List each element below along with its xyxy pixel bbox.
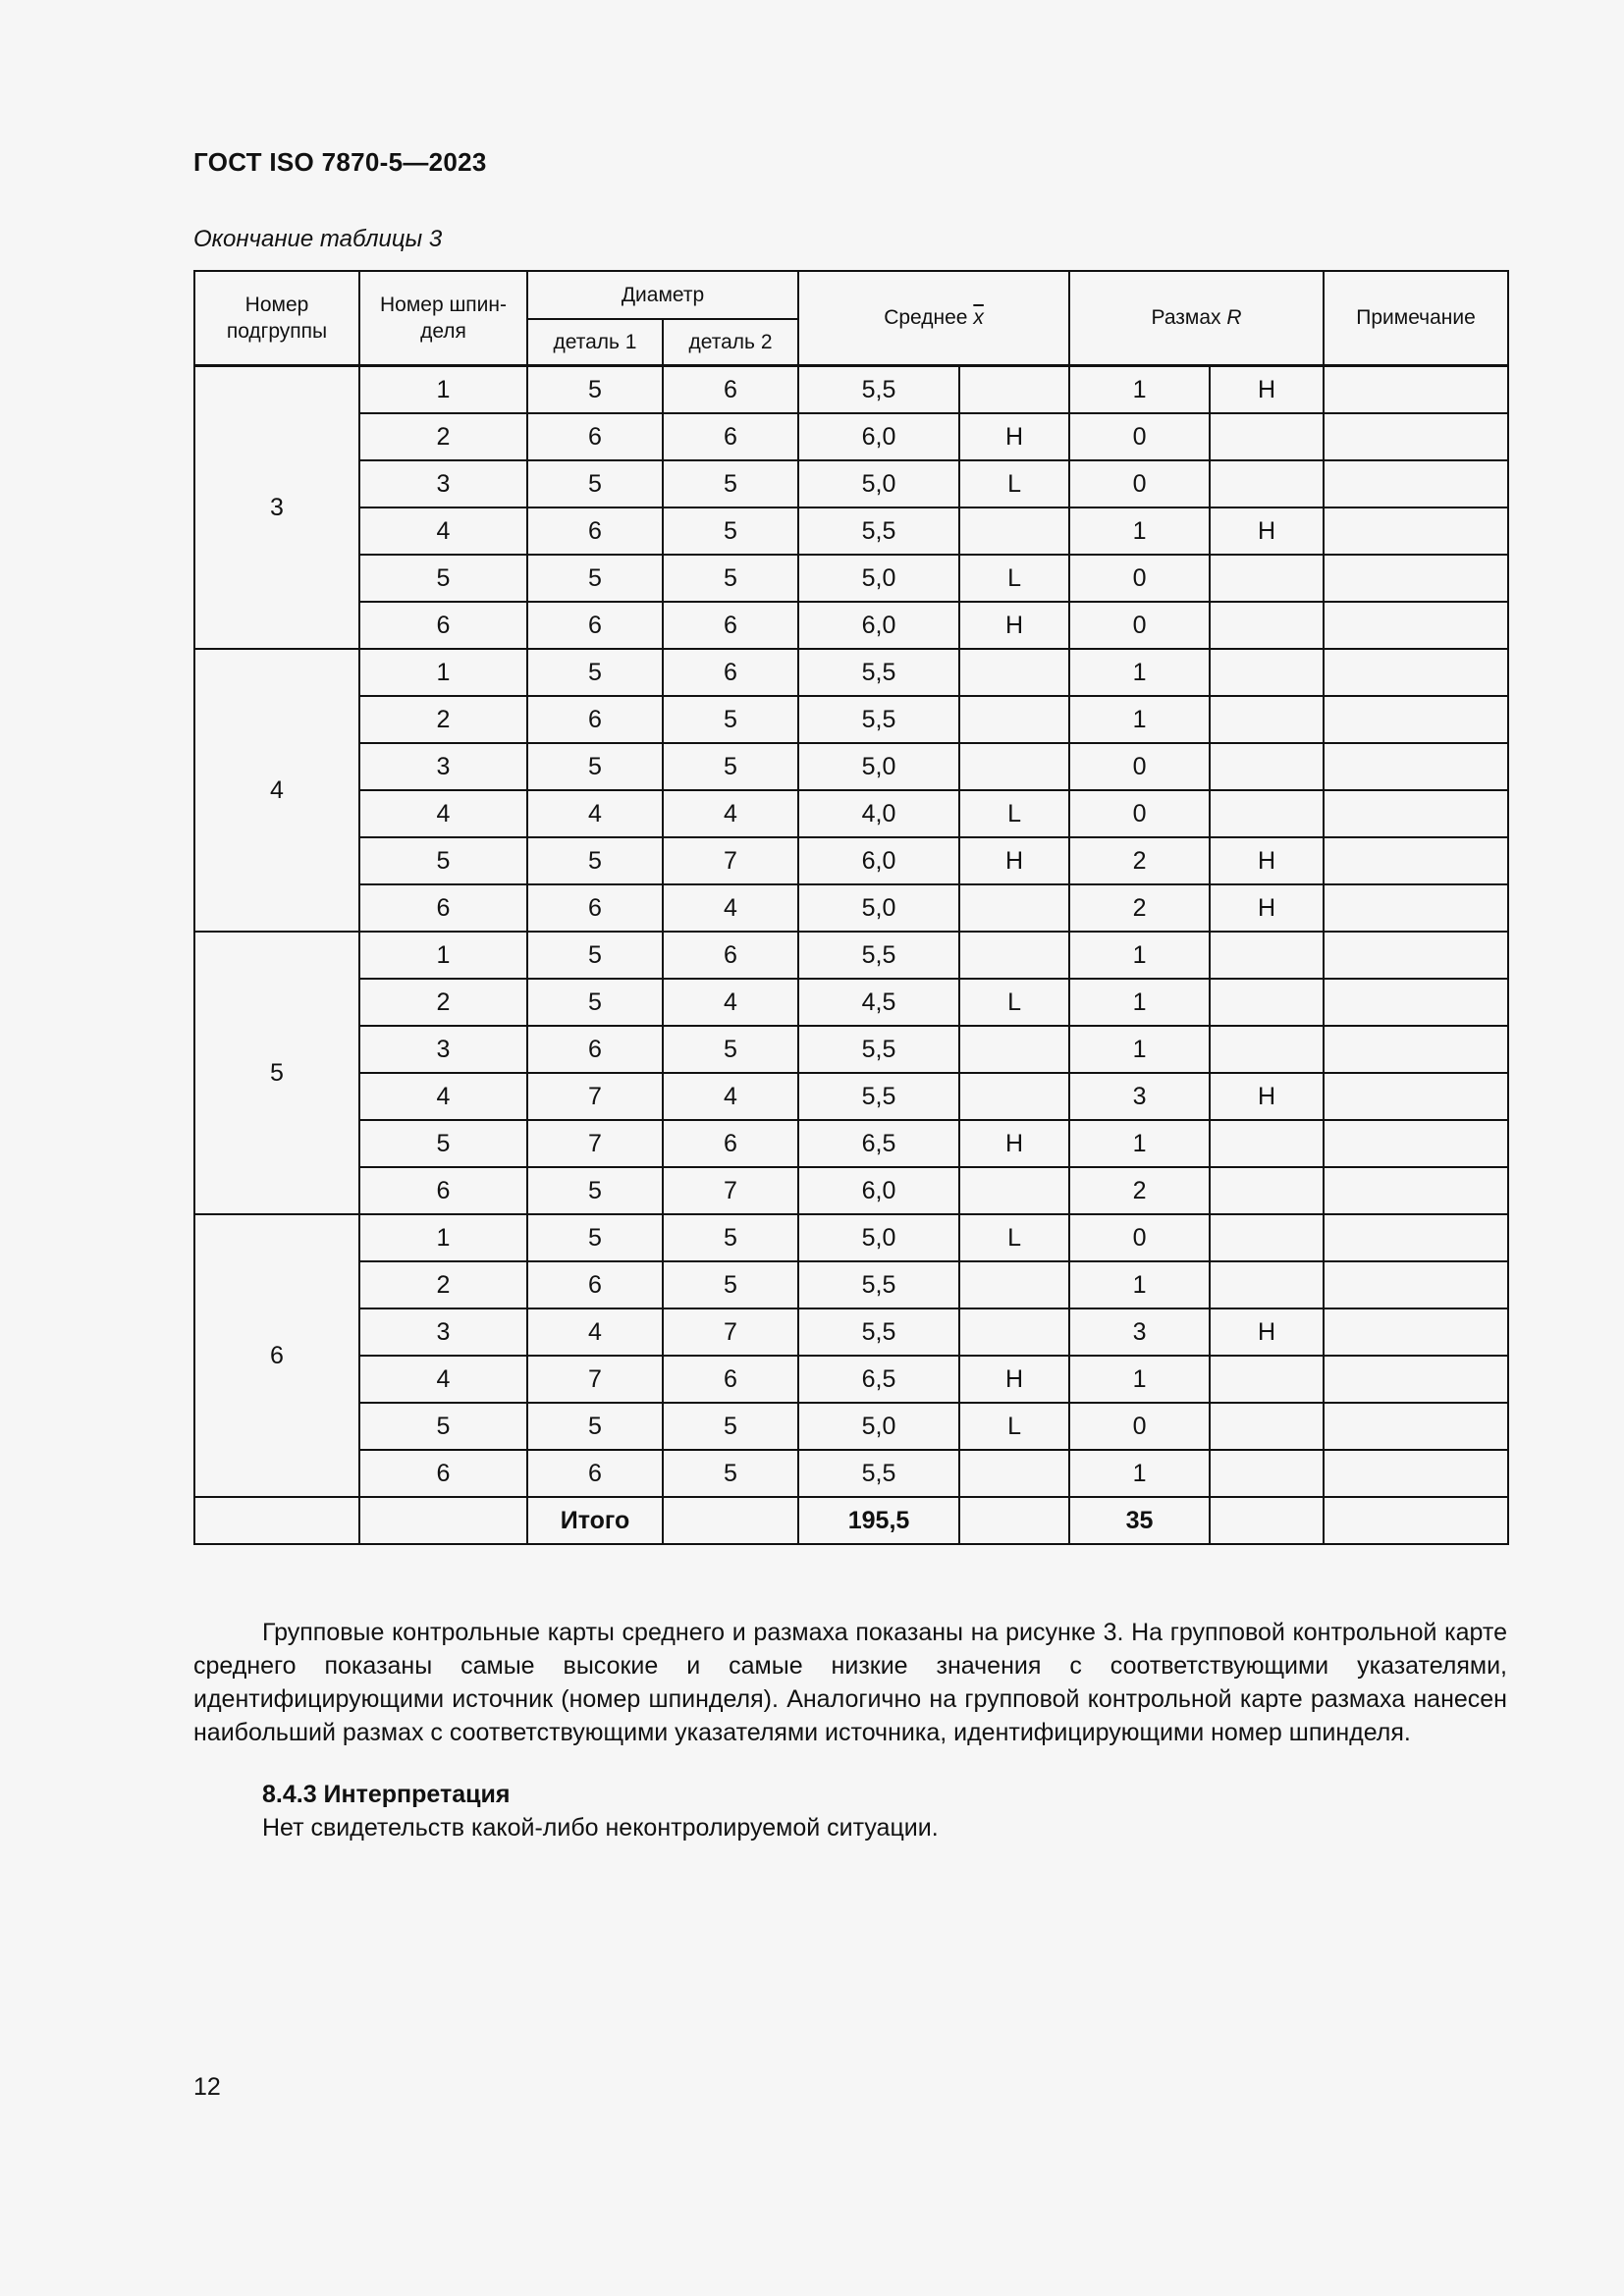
cell-mean: 5,5 [798, 1308, 959, 1356]
cell-mean: 4,0 [798, 790, 959, 837]
cell-note [1324, 460, 1508, 507]
total-label: Итого [527, 1497, 663, 1544]
cell-range: 2 [1069, 837, 1210, 884]
cell-spindle: 6 [359, 884, 527, 932]
cell-mean: 6,5 [798, 1120, 959, 1167]
cell-note [1324, 743, 1508, 790]
cell-mean: 6,0 [798, 837, 959, 884]
cell-mean-flag: L [959, 1214, 1069, 1261]
table-row [194, 460, 1508, 507]
cell-part2: 6 [663, 602, 798, 649]
cell-mean-flag [959, 507, 1069, 555]
cell-range-flag [1210, 460, 1324, 507]
cell-range-flag [1210, 1450, 1324, 1497]
cell-part2: 5 [663, 555, 798, 602]
cell-note [1324, 1450, 1508, 1497]
table-row [194, 743, 1508, 790]
cell-range: 0 [1069, 413, 1210, 460]
section-heading: 8.4.3 Интерпретация [262, 1781, 511, 1808]
header-range-label: Размах [1151, 306, 1221, 330]
cell-note [1324, 507, 1508, 555]
cell-range-flag [1210, 413, 1324, 460]
cell-mean: 5,5 [798, 366, 959, 414]
header-mean-label: Среднее [884, 306, 968, 330]
cell-mean-flag [959, 1167, 1069, 1214]
table-row [194, 1026, 1508, 1073]
cell-part1: 5 [527, 366, 663, 414]
table-row [194, 1120, 1508, 1167]
cell-note [1324, 932, 1508, 979]
header-part2: деталь 2 [663, 319, 798, 366]
cell-part1: 6 [527, 1261, 663, 1308]
table-row [194, 507, 1508, 555]
cell-note [1324, 602, 1508, 649]
cell-note [1324, 979, 1508, 1026]
cell-range: 1 [1069, 979, 1210, 1026]
cell-part2: 6 [663, 1120, 798, 1167]
cell-note [1324, 1356, 1508, 1403]
cell-range-flag [1210, 1167, 1324, 1214]
cell-mean: 5,5 [798, 696, 959, 743]
cell-part2: 5 [663, 1214, 798, 1261]
cell-mean: 6,0 [798, 1167, 959, 1214]
cell-spindle: 3 [359, 460, 527, 507]
cell-range: 3 [1069, 1308, 1210, 1356]
cell-mean-flag [959, 1450, 1069, 1497]
cell-spindle: 1 [359, 366, 527, 414]
cell-note [1324, 413, 1508, 460]
cell-mean: 5,0 [798, 555, 959, 602]
cell-spindle: 1 [359, 1214, 527, 1261]
cell-note [1324, 1214, 1508, 1261]
cell-note [1324, 649, 1508, 696]
body-paragraph: Групповые контрольные карты среднего и размаха показаны на рисунке 3. На групповой контрольной карте среднего показаны самые высокие и самые низкие значения с соответствующими указателями, идентифицирующими источник (номер шпинделя). Аналогично на групповой контрольной карте размаха нанесен наибольший размах с соответствующими указателями источника, идентифицирующими номер шпинделя. [193, 1619, 1507, 1746]
cell-part2: 5 [663, 1026, 798, 1073]
cell-range-flag [1210, 790, 1324, 837]
cell-part1: 5 [527, 837, 663, 884]
cell-part1: 6 [527, 413, 663, 460]
cell-spindle: 5 [359, 1120, 527, 1167]
cell-mean-flag [959, 1026, 1069, 1073]
cell-range: 1 [1069, 932, 1210, 979]
cell-note [1324, 696, 1508, 743]
cell-note [1324, 1073, 1508, 1120]
table-row [194, 649, 1508, 696]
cell-part1: 6 [527, 884, 663, 932]
total-empty-range-flag [1210, 1497, 1324, 1544]
header-subgroup: Номер подгруппы [194, 271, 359, 366]
cell-range: 1 [1069, 1450, 1210, 1497]
cell-part2: 6 [663, 1356, 798, 1403]
cell-part1: 5 [527, 932, 663, 979]
table-row [194, 1403, 1508, 1450]
table-row [194, 1214, 1508, 1261]
cell-mean-flag: L [959, 555, 1069, 602]
cell-mean: 6,0 [798, 413, 959, 460]
table-row [194, 837, 1508, 884]
measurement-table [193, 270, 1509, 1545]
cell-note [1324, 1120, 1508, 1167]
cell-range-flag [1210, 555, 1324, 602]
cell-mean: 5,5 [798, 1026, 959, 1073]
cell-subgroup: 3 [194, 366, 359, 650]
cell-part1: 7 [527, 1073, 663, 1120]
cell-part1: 4 [527, 790, 663, 837]
cell-part1: 6 [527, 507, 663, 555]
cell-part2: 5 [663, 696, 798, 743]
cell-subgroup: 6 [194, 1214, 359, 1497]
cell-mean: 5,0 [798, 1403, 959, 1450]
cell-range-flag [1210, 696, 1324, 743]
header-spindle: Номер шпин-деля [359, 271, 527, 366]
cell-range: 1 [1069, 1026, 1210, 1073]
cell-mean-flag: H [959, 837, 1069, 884]
cell-range-flag: H [1210, 837, 1324, 884]
total-empty-note [1324, 1497, 1508, 1544]
cell-note [1324, 1308, 1508, 1356]
cell-range: 0 [1069, 790, 1210, 837]
cell-part2: 5 [663, 743, 798, 790]
document-code-header: ГОСТ ISO 7870-5—2023 [193, 147, 487, 177]
table-row [194, 696, 1508, 743]
cell-mean: 5,0 [798, 1214, 959, 1261]
cell-part1: 5 [527, 1403, 663, 1450]
cell-part2: 6 [663, 649, 798, 696]
cell-range-flag: H [1210, 507, 1324, 555]
cell-part1: 7 [527, 1120, 663, 1167]
cell-spindle: 5 [359, 555, 527, 602]
cell-mean-flag: L [959, 460, 1069, 507]
header-diameter: Диаметр [527, 271, 798, 319]
cell-mean-flag: L [959, 979, 1069, 1026]
table-row [194, 555, 1508, 602]
cell-part2: 6 [663, 932, 798, 979]
table-row [194, 1261, 1508, 1308]
cell-subgroup: 4 [194, 649, 359, 932]
cell-range: 1 [1069, 1356, 1210, 1403]
cell-spindle: 2 [359, 1261, 527, 1308]
cell-range: 1 [1069, 649, 1210, 696]
cell-mean: 5,5 [798, 1073, 959, 1120]
cell-mean: 5,0 [798, 460, 959, 507]
cell-part2: 5 [663, 460, 798, 507]
cell-note [1324, 555, 1508, 602]
cell-range: 0 [1069, 743, 1210, 790]
conclusion-text: Нет свидетельств какой-либо неконтролируемой ситуации. [262, 1814, 939, 1842]
cell-spindle: 2 [359, 979, 527, 1026]
cell-spindle: 4 [359, 790, 527, 837]
cell-part2: 7 [663, 1308, 798, 1356]
cell-spindle: 6 [359, 602, 527, 649]
cell-part2: 4 [663, 790, 798, 837]
cell-range-flag [1210, 1403, 1324, 1450]
cell-mean: 5,0 [798, 884, 959, 932]
cell-range-flag [1210, 1214, 1324, 1261]
cell-range-flag [1210, 1026, 1324, 1073]
cell-range-flag [1210, 1120, 1324, 1167]
cell-mean-flag: H [959, 413, 1069, 460]
cell-mean-flag [959, 884, 1069, 932]
header-mean-symbol: $\overline{x}$ [973, 306, 984, 330]
total-empty-subgroup [194, 1497, 359, 1544]
table-row [194, 1073, 1508, 1120]
cell-part2: 4 [663, 884, 798, 932]
header-note: Примечание [1324, 271, 1508, 366]
cell-spindle: 2 [359, 413, 527, 460]
cell-range-flag [1210, 649, 1324, 696]
table-row [194, 884, 1508, 932]
cell-mean-flag: L [959, 1403, 1069, 1450]
cell-part1: 5 [527, 979, 663, 1026]
cell-mean-flag: H [959, 1120, 1069, 1167]
header-range-symbol: R [1226, 306, 1242, 330]
cell-spindle: 6 [359, 1450, 527, 1497]
cell-part2: 6 [663, 413, 798, 460]
cell-range: 0 [1069, 460, 1210, 507]
cell-part1: 6 [527, 696, 663, 743]
cell-mean-flag [959, 743, 1069, 790]
header-part1: деталь 1 [527, 319, 663, 366]
cell-spindle: 6 [359, 1167, 527, 1214]
cell-part2: 4 [663, 979, 798, 1026]
cell-part2: 5 [663, 1403, 798, 1450]
cell-note [1324, 1026, 1508, 1073]
cell-range: 1 [1069, 696, 1210, 743]
cell-range: 0 [1069, 1403, 1210, 1450]
cell-range-flag [1210, 1356, 1324, 1403]
cell-mean: 5,5 [798, 1450, 959, 1497]
table-row [194, 1167, 1508, 1214]
cell-range: 0 [1069, 555, 1210, 602]
cell-part1: 5 [527, 555, 663, 602]
cell-spindle: 1 [359, 932, 527, 979]
cell-part1: 6 [527, 1026, 663, 1073]
cell-mean: 6,5 [798, 1356, 959, 1403]
total-empty-mean-flag [959, 1497, 1069, 1544]
cell-part1: 4 [527, 1308, 663, 1356]
cell-mean: 6,0 [798, 602, 959, 649]
cell-part2: 6 [663, 366, 798, 414]
cell-part2: 7 [663, 1167, 798, 1214]
table-row [194, 1308, 1508, 1356]
cell-mean-flag: L [959, 790, 1069, 837]
cell-range-flag [1210, 743, 1324, 790]
cell-mean: 4,5 [798, 979, 959, 1026]
cell-spindle: 4 [359, 1356, 527, 1403]
cell-spindle: 1 [359, 649, 527, 696]
cell-mean-flag: H [959, 1356, 1069, 1403]
cell-part1: 5 [527, 1167, 663, 1214]
total-empty-spindle [359, 1497, 527, 1544]
cell-range-flag: H [1210, 884, 1324, 932]
cell-spindle: 4 [359, 1073, 527, 1120]
table-row [194, 932, 1508, 979]
cell-mean: 5,5 [798, 507, 959, 555]
cell-range: 1 [1069, 1261, 1210, 1308]
cell-part1: 5 [527, 649, 663, 696]
cell-mean-flag [959, 1308, 1069, 1356]
cell-note [1324, 837, 1508, 884]
cell-mean: 5,5 [798, 932, 959, 979]
cell-mean-flag [959, 649, 1069, 696]
cell-mean-flag [959, 366, 1069, 414]
total-range-sum: 35 [1069, 1497, 1210, 1544]
cell-part1: 5 [527, 1214, 663, 1261]
cell-note [1324, 1261, 1508, 1308]
cell-range: 0 [1069, 1214, 1210, 1261]
cell-spindle: 3 [359, 743, 527, 790]
table-row [194, 366, 1508, 414]
cell-part2: 7 [663, 837, 798, 884]
cell-range-flag: H [1210, 1073, 1324, 1120]
total-empty-part2 [663, 1497, 798, 1544]
cell-note [1324, 1403, 1508, 1450]
cell-range: 1 [1069, 1120, 1210, 1167]
cell-part2: 5 [663, 1261, 798, 1308]
cell-spindle: 4 [359, 507, 527, 555]
table-row [194, 602, 1508, 649]
cell-part1: 5 [527, 743, 663, 790]
cell-range-flag: H [1210, 1308, 1324, 1356]
cell-part1: 5 [527, 460, 663, 507]
table-row [194, 413, 1508, 460]
page-number: 12 [193, 2073, 221, 2101]
cell-part1: 6 [527, 1450, 663, 1497]
cell-range: 1 [1069, 366, 1210, 414]
cell-mean-flag [959, 932, 1069, 979]
cell-mean-flag: H [959, 602, 1069, 649]
cell-range-flag [1210, 602, 1324, 649]
cell-spindle: 5 [359, 1403, 527, 1450]
cell-note [1324, 884, 1508, 932]
header-mean [798, 271, 1069, 366]
cell-part1: 7 [527, 1356, 663, 1403]
cell-range-flag [1210, 1261, 1324, 1308]
cell-mean: 5,0 [798, 743, 959, 790]
cell-note [1324, 1167, 1508, 1214]
cell-range: 2 [1069, 1167, 1210, 1214]
cell-part2: 4 [663, 1073, 798, 1120]
total-row [194, 1497, 1508, 1544]
cell-range: 0 [1069, 602, 1210, 649]
cell-range-flag: H [1210, 366, 1324, 414]
cell-spindle: 5 [359, 837, 527, 884]
cell-range-flag [1210, 979, 1324, 1026]
table-row [194, 1356, 1508, 1403]
cell-part1: 6 [527, 602, 663, 649]
table-row [194, 790, 1508, 837]
cell-spindle: 2 [359, 696, 527, 743]
table-body [194, 366, 1508, 1498]
cell-range-flag [1210, 932, 1324, 979]
header-range [1069, 271, 1324, 366]
cell-spindle: 3 [359, 1308, 527, 1356]
cell-range: 2 [1069, 884, 1210, 932]
cell-mean: 5,5 [798, 649, 959, 696]
cell-note [1324, 790, 1508, 837]
cell-range: 3 [1069, 1073, 1210, 1120]
table-row [194, 979, 1508, 1026]
cell-part2: 5 [663, 1450, 798, 1497]
table-caption: Окончание таблицы 3 [193, 226, 443, 252]
cell-mean: 5,5 [798, 1261, 959, 1308]
cell-range: 1 [1069, 507, 1210, 555]
total-mean-sum: 195,5 [798, 1497, 959, 1544]
cell-subgroup: 5 [194, 932, 359, 1214]
cell-mean-flag [959, 1073, 1069, 1120]
cell-spindle: 3 [359, 1026, 527, 1073]
cell-part2: 5 [663, 507, 798, 555]
cell-mean-flag [959, 696, 1069, 743]
cell-mean-flag [959, 1261, 1069, 1308]
cell-note [1324, 366, 1508, 414]
table-row [194, 1450, 1508, 1497]
